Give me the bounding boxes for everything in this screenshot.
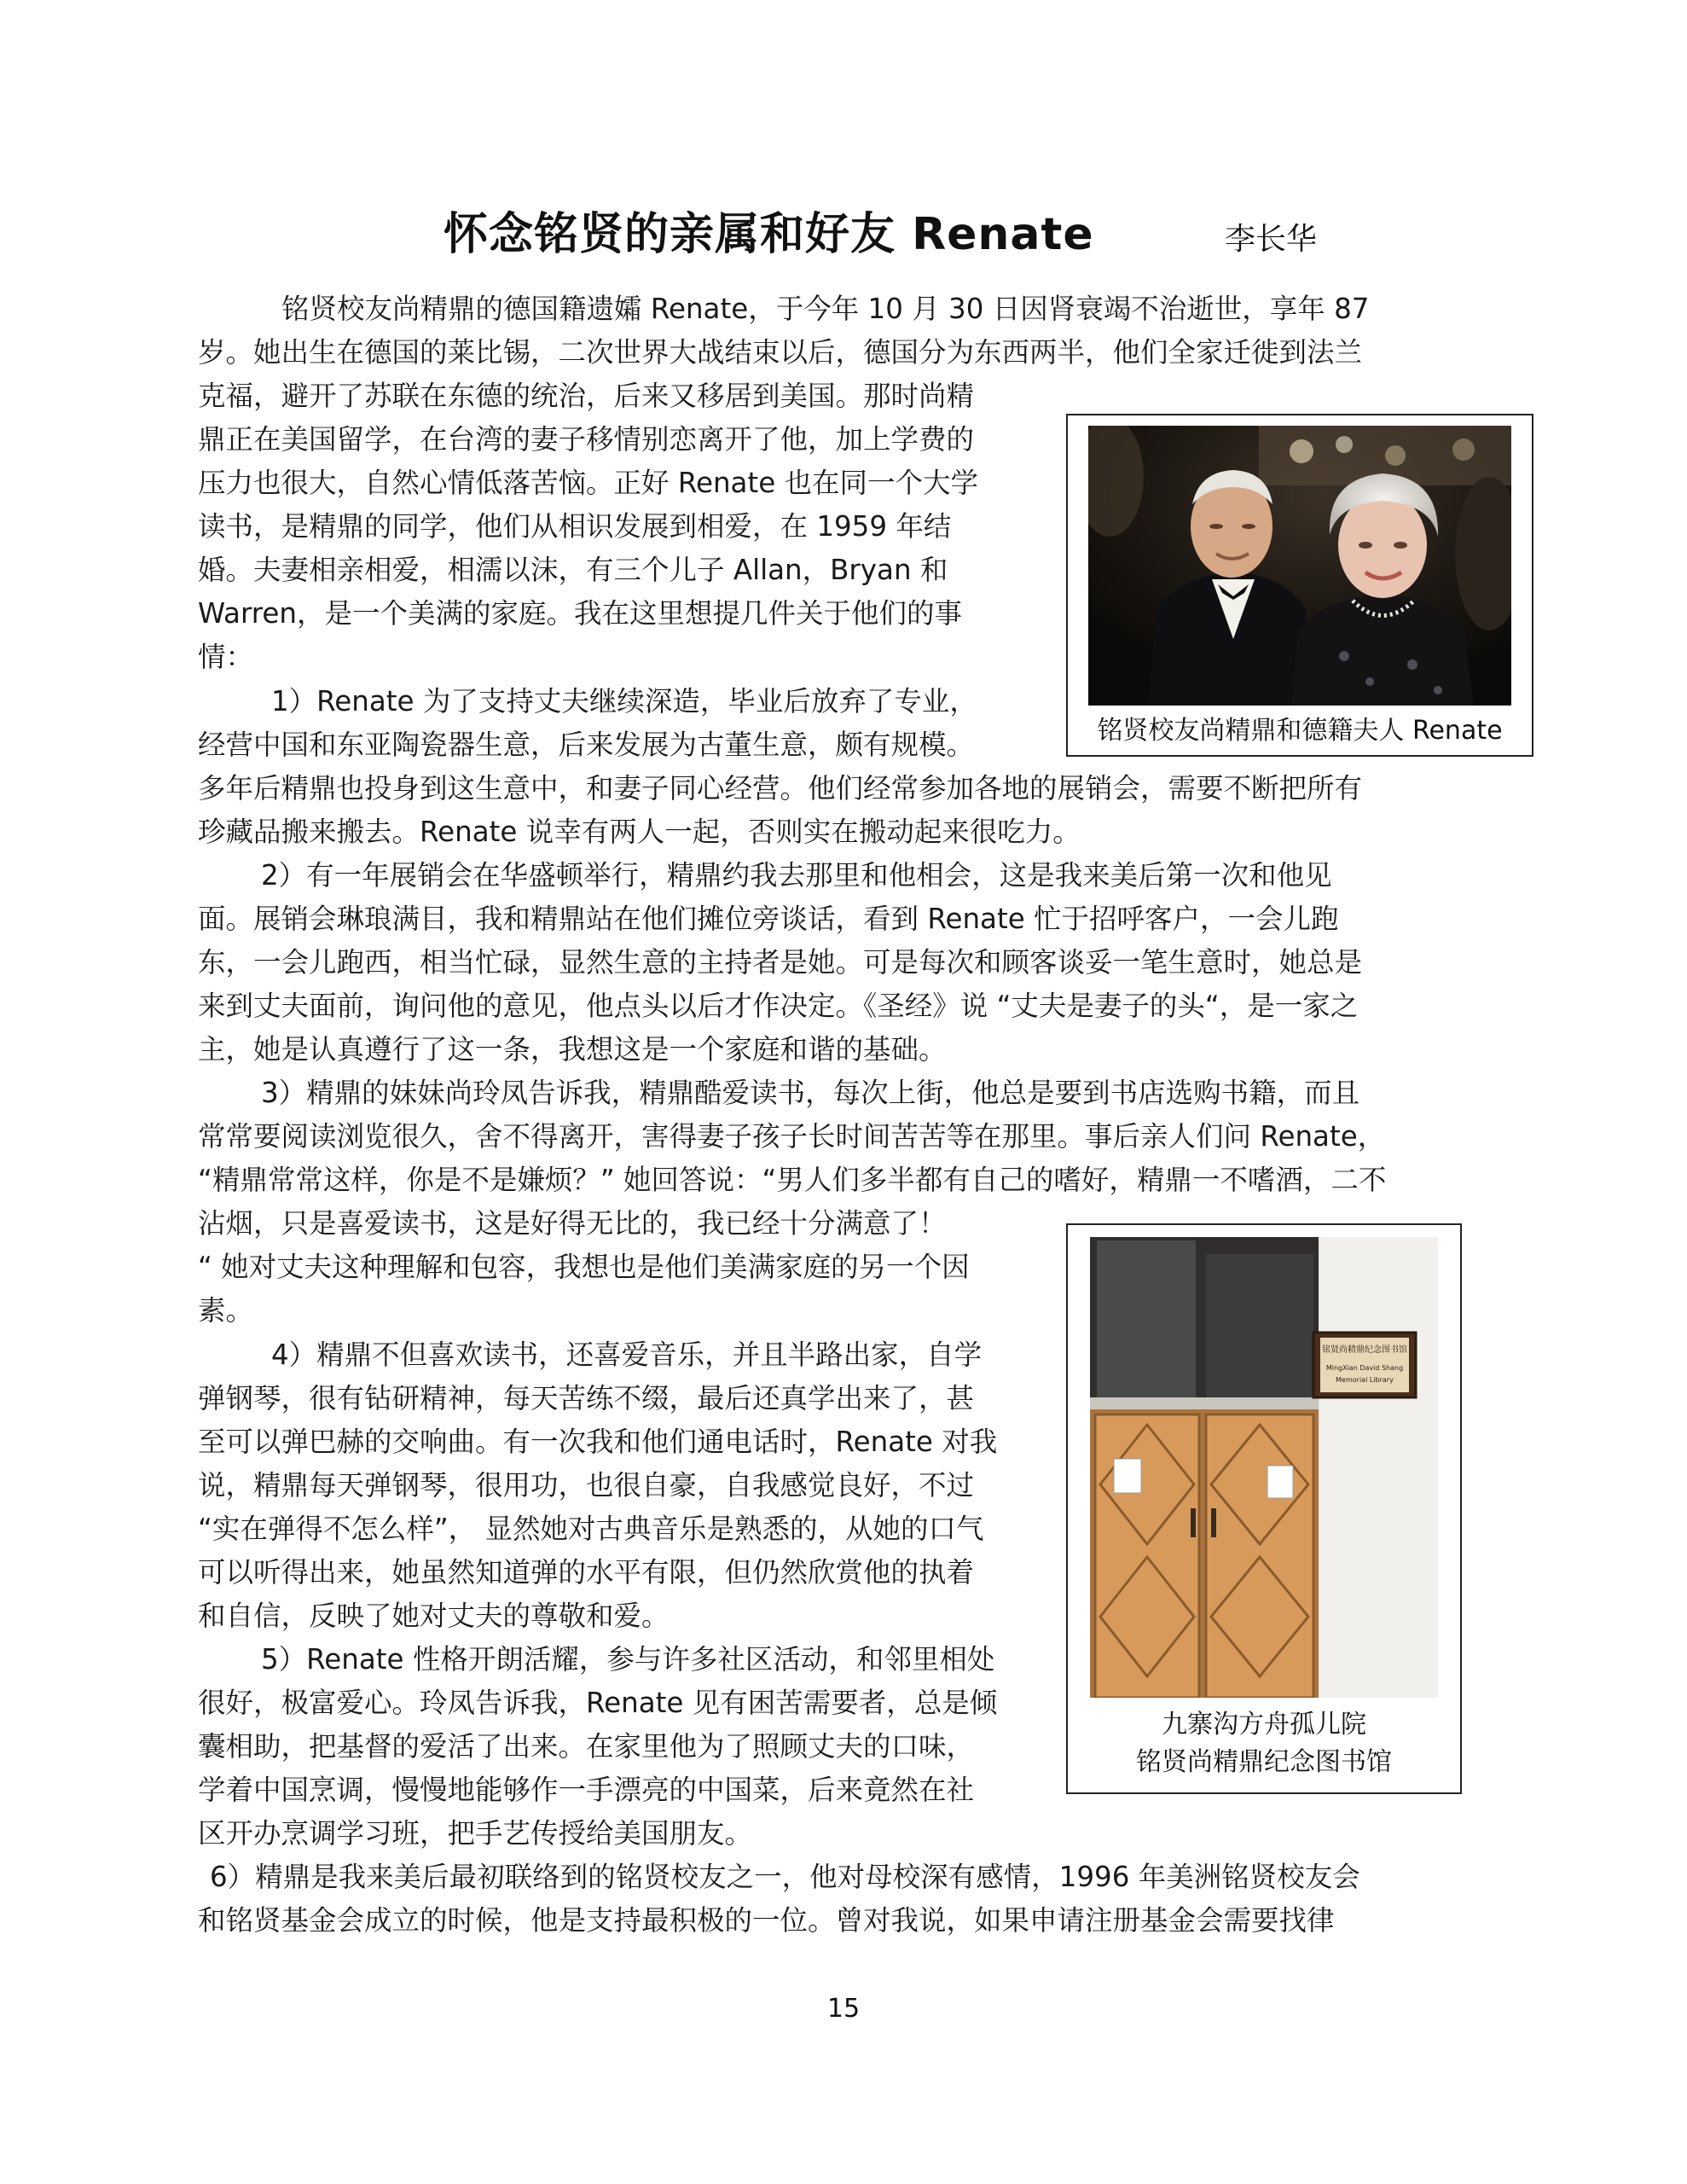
text-line: 东，一会儿跑西，相当忙碌，显然生意的主持者是她。可是每次和顾客谈妥一笔生意时，她总是	[198, 946, 1363, 979]
text-line: 面。展销会琳琅满目，我和精鼎站在他们摊位旁谈话，看到 Renate 忙于招呼客户，一会儿跑	[198, 903, 1339, 935]
text-line: Warren，是一个美满的家庭。我在这里想提几件关于他们的事	[198, 597, 963, 630]
plaque-line-1: 铭贤尚精鼎纪念图书馆	[1322, 1345, 1407, 1355]
library-door-photo	[1090, 1237, 1438, 1698]
text-line: 来到丈夫面前，询问他的意见，他点头以后才作决定。《圣经》说 “丈夫是妻子的头“，是一家之	[198, 990, 1359, 1022]
text-line: 铭贤校友尚精鼎的德国籍遗孀 Renate，于今年 10 月 30 日因肾衰竭不治逝世，享年 87	[281, 293, 1370, 325]
text-line: “实在弹得不怎么样”， 显然她对古典音乐是熟悉的，从她的口气	[198, 1513, 984, 1545]
text-line: 婚。夫妻相亲相爱，相濡以沫，有三个儿子 Allan，Bryan 和	[198, 554, 948, 586]
text-line: 鼎正在美国留学，在台湾的妻子移情别恋离开了他，加上学费的	[198, 423, 975, 456]
text-line: 3）精鼎的妹妹尚玲凤告诉我，精鼎酷爱读书，每次上街，他总是要到书店选购书籍，而且	[261, 1077, 1360, 1109]
text-line: 沾烟，只是喜爱读书，这是好得无比的，我已经十分满意了！	[198, 1207, 947, 1240]
text-line: 读书，是精鼎的同学，他们从相识发展到相爱，在 1959 年结	[198, 510, 952, 543]
text-line: 可以听得出来，她虽然知道弹的水平有限，但仍然欣赏他的执着	[198, 1556, 975, 1589]
text-line: 和自信，反映了她对丈夫的尊敬和爱。	[198, 1600, 670, 1632]
text-line: 岁。她出生在德国的莱比锡，二次世界大战结束以后，德国分为东西两半，他们全家迁徙到法兰	[198, 336, 1363, 369]
text-line: “ 她对丈夫这种理解和包容，我想也是他们美满家庭的另一个因	[198, 1251, 970, 1283]
text-line: 珍藏品搬来搬去。Renate 说幸有两人一起，否则实在搬动起来很吃力。	[198, 816, 1081, 848]
text-line: 学着中国烹调，慢慢地能够作一手漂亮的中国菜，后来竟然在社	[198, 1774, 975, 1806]
text-line: 常常要阅读浏览很久，舍不得离开，害得妻子孩子长时间苦苦等在那里。事后亲人们问 Renate，	[198, 1120, 1386, 1153]
text-line: 多年后精鼎也投身到这生意中，和妻子同心经营。他们经常参加各地的展销会，需要不断把所有	[198, 772, 1363, 804]
text-line: 经营中国和东亚陶瓷器生意，后来发展为古董生意，颇有规模。	[198, 729, 975, 761]
couple-photo-figure	[1066, 414, 1533, 757]
plaque-line-3: Memorial Library	[1336, 1376, 1394, 1384]
library-photo-figure	[1066, 1223, 1462, 1794]
text-line: 说，精鼎每天弹钢琴，很用功，也很自豪，自我感觉良好，不过	[198, 1469, 975, 1502]
text-line: 2）有一年展销会在华盛顿举行，精鼎约我去那里和他相会，这是我来美后第一次和他见	[261, 859, 1332, 892]
text-line: 区开办烹调学习班，把手艺传授给美国朋友。	[198, 1817, 753, 1850]
text-line: 主，她是认真遵行了这一条，我想这是一个家庭和谐的基础。	[198, 1033, 947, 1066]
text-line: 至可以弹巴赫的交响曲。有一次我和他们通电话时，Renate 对我	[198, 1426, 998, 1458]
library-caption-line-2: 铭贤尚精鼎纪念图书馆	[1136, 1747, 1392, 1777]
text-line: 弹钢琴，很有钻研精神，每天苦练不缀，最后还真学出来了，甚	[198, 1382, 975, 1414]
article-title: 怀念铭贤的亲属和好友 Renate	[443, 209, 1094, 260]
couple-photo	[1088, 426, 1511, 706]
text-line: 压力也很大，自然心情低落苦恼。正好 Renate 也在同一个大学	[198, 467, 979, 499]
couple-photo-caption: 铭贤校友尚精鼎和德籍夫人 Renate	[1097, 716, 1503, 746]
text-line: 情：	[198, 641, 254, 673]
text-line: 1）Renate 为了支持丈夫继续深造，毕业后放弃了专业，	[271, 685, 977, 717]
text-line: 和铭贤基金会成立的时候，他是支持最积极的一位。曾对我说，如果申请注册基金会需要找律	[198, 1904, 1335, 1937]
article-author: 李长华	[1225, 222, 1318, 257]
text-line: 很好，极富爱心。玲凤告诉我，Renate 见有困苦需要者，总是倾	[198, 1687, 998, 1719]
text-line: 6）精鼎是我来美后最初联络到的铭贤校友之一，他对母校深有感情，1996 年美洲铭贤校友会	[210, 1861, 1360, 1893]
text-line: 克福，避开了苏联在东德的统治，后来又移居到美国。那时尚精	[198, 380, 975, 412]
page-number: 15	[826, 1994, 861, 2024]
text-line: 素。	[198, 1294, 254, 1327]
plaque-line-2: MingXian David Shang	[1325, 1364, 1404, 1372]
text-line: 5）Renate 性格开朗活耀，参与许多社区活动，和邻里相处	[261, 1643, 995, 1676]
text-line: 囊相助，把基督的爱活了出来。在家里他为了照顾丈夫的口味，	[198, 1730, 975, 1763]
text-line: 4）精鼎不但喜欢读书，还喜爱音乐，并且半路出家，自学	[271, 1339, 983, 1371]
library-caption-line-1: 九寨沟方舟孤儿院	[1162, 1710, 1366, 1740]
text-line: “精鼎常常这样，你是不是嫌烦？” 她回答说：“男人们多半都有自己的嗜好，精鼎一不嗜酒，二不	[198, 1164, 1387, 1196]
